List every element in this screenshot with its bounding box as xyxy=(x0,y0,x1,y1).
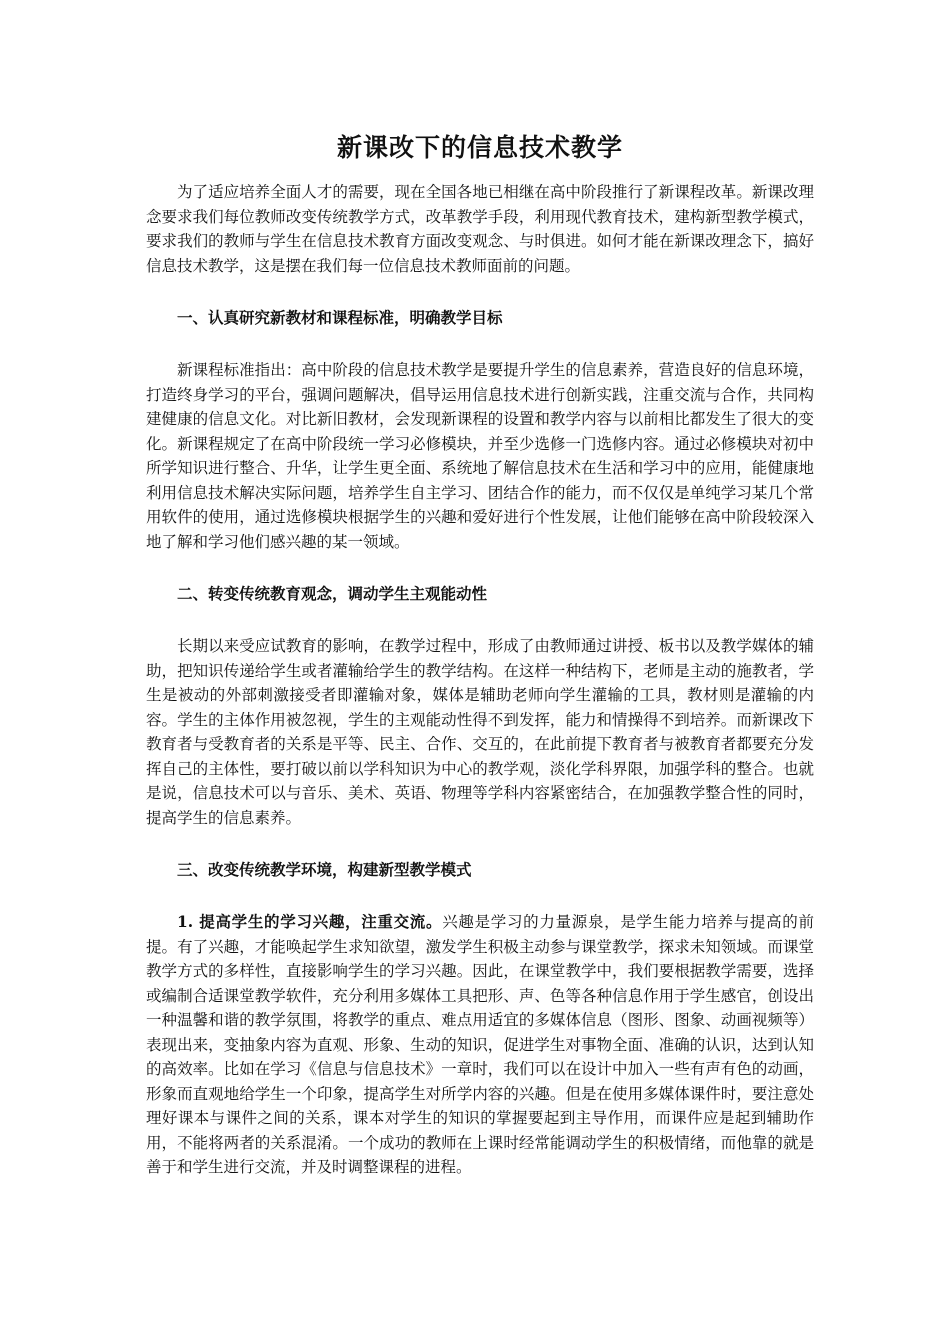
section-3-paragraph xyxy=(146,910,814,1180)
intro-paragraph: 为了适应培养全面人才的需要，现在全国各地已相继在高中阶段推行了新课程改革。新课改理念要求我们每位教师改变传统教学方式，改革教学手段，利用现代教育技术，建构新型教学模式，要求我们的教师与学生在信息技术教育方面改变观念、与时俱进。如何才能在新课改理念下，搞好信息技术教学，这是摆在我们每一位信息技术教师面前的问题。 xyxy=(146,183,814,275)
document-page xyxy=(146,128,814,1180)
section-3-lead: 1. 提高学生的学习兴趣，注重交流。 xyxy=(177,912,443,931)
document-title: 新课改下的信息技术教学 xyxy=(336,133,623,162)
section-3-heading: 三、改变传统教学环境，构建新型教学模式 xyxy=(177,861,472,879)
section-2-heading: 二、转变传统教育观念，调动学生主观能动性 xyxy=(177,585,488,603)
section-1-body: 新课程标准指出：高中阶段的信息技术教学是要提升学生的信息素养，营造良好的信息环境，打造终身学习的平台，强调问题解决，倡导运用信息技术进行创新实践，注重交流与合作，共同构建健康的信息文化。对比新旧教材，会发现新课程的设置和教学内容与以前相比都发生了很大的变化。新课程规定了在高中阶段统一学习必修模块，并至少选修一门选修内容。通过必修模块对初中所学知识进行整合、升华，让学生更全面、系统地了解信息技术在生活和学习中的应用，能健康地利用信息技术解决实际问题，培养学生自主学习、团结合作的能力，而不仅仅是单纯学习某几个常用软件的使用，通过选修模块根据学生的兴趣和爱好进行个性发展，让他们能够在高中阶段较深入地了解和学习他们感兴趣的某一领域。 xyxy=(146,361,814,551)
section-1-heading: 一、认真研究新教材和课程标准，明确教学目标 xyxy=(177,309,503,327)
section-3-body: 兴趣是学习的力量源泉，是学生能力培养与提高的前提。有了兴趣，才能唤起学生求知欲望，激发学生积极主动参与课堂教学，探求未知领域。而课堂教学方式的多样性，直接影响学生的学习兴趣。因此，在课堂教学中，我们要根据教学需要，选择或编制合适课堂教学软件，充分利用多媒体工具把形、声、色等各种信息作用于学生感官，创设出一种温馨和谐的教学氛围，将教学的重点、难点用适宜的多媒体信息（图形、图象、动画视频等）表现出来，变抽象内容为直观、形象、生动的知识，促进学生对事物全面、准确的认识，达到认知的高效率。比如在学习《信息与信息技术》一章时，我们可以在设计中加入一些有声有色的动画，形象而直观地给学生一个印象，提高学生对所学内容的兴趣。但是在使用多媒体课件时，要注意处理好课本与课件之间的关系，课本对学生的知识的掌握要起到主导作用，而课件应是起到辅助作用，不能将两者的关系混淆。一个成功的教师在上课时经常能调动学生的积极情绪，而他靠的就是善于和学生进行交流，并及时调整课程的进程。 xyxy=(146,913,814,1176)
section-2-body: 长期以来受应试教育的影响，在教学过程中，形成了由教师通过讲授、板书以及教学媒体的辅助，把知识传递给学生或者灌输给学生的教学结构。在这样一种结构下，老师是主动的施教者，学生是被动的外部刺激接受者即灌输对象，媒体是辅助老师向学生灌输的工具，教材则是灌输的内容。学生的主体作用被忽视，学生的主观能动性得不到发挥，能力和情操得不到培养。而新课改下教育者与受教育者的关系是平等、民主、合作、交互的，在此前提下教育者与被教育者都要充分发挥自己的主体性，要打破以前以学科知识为中心的教学观，淡化学科界限，加强学科的整合。也就是说，信息技术可以与音乐、美术、英语、物理等学科内容紧密结合，在加强教学整合性的同时，提高学生的信息素养。 xyxy=(146,637,814,827)
